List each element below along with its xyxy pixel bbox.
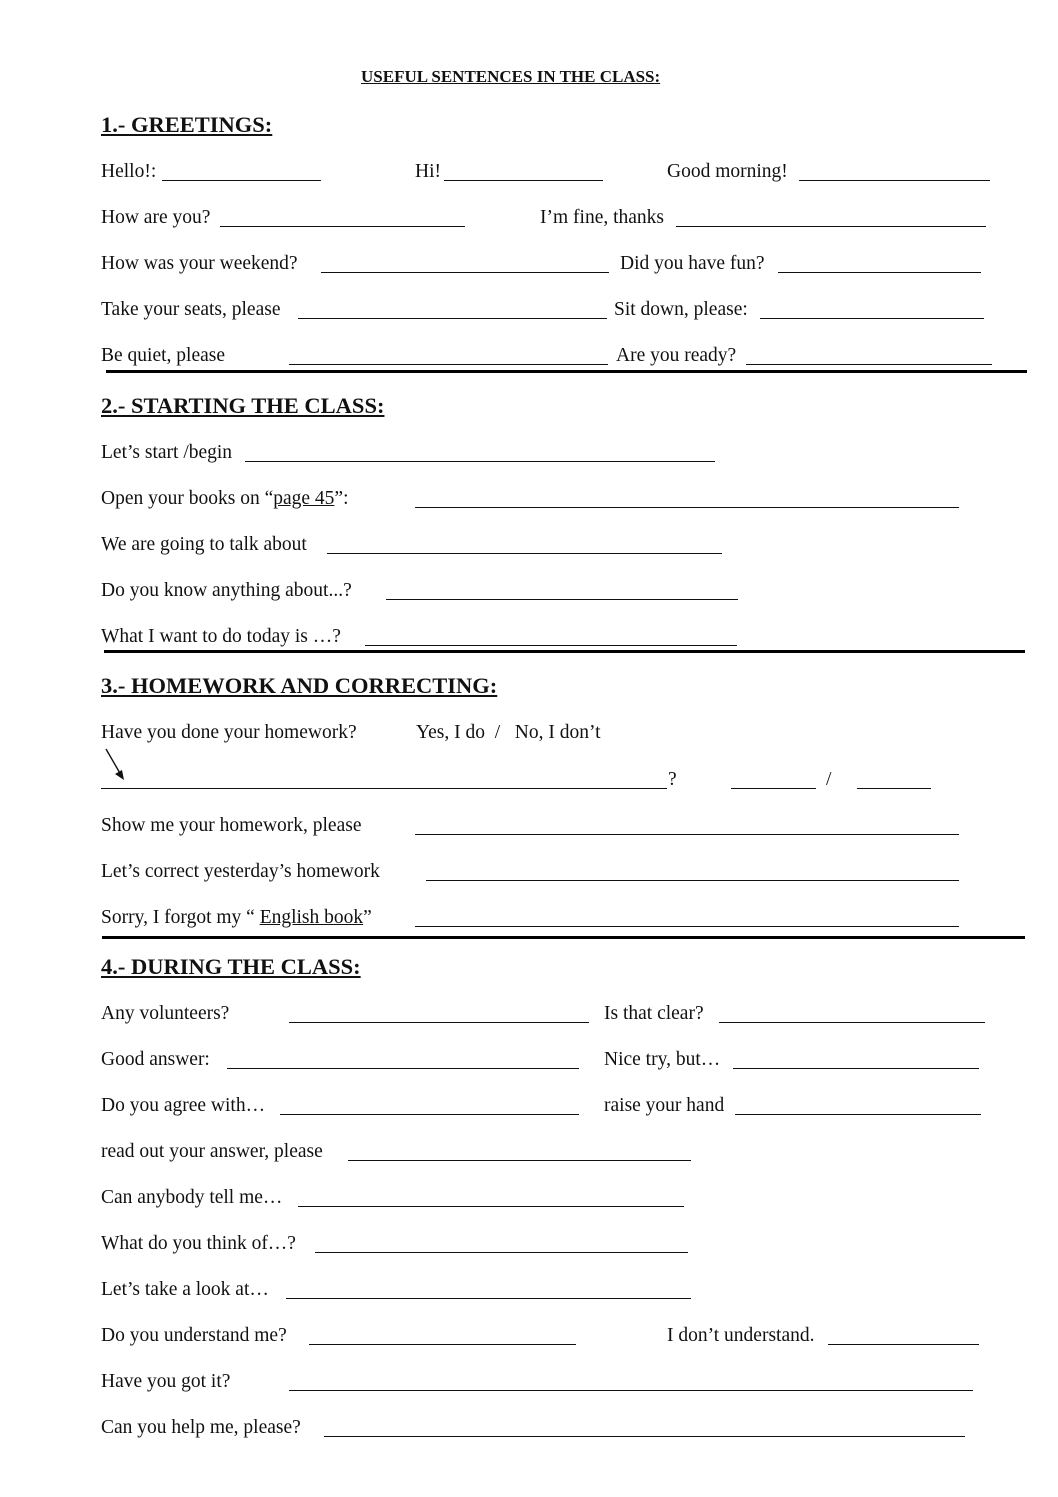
prompt-open-books-text: Open your books on “ — [101, 488, 274, 509]
section-heading-starting: 2.- STARTING THE CLASS: — [101, 393, 385, 418]
answer-blank-are-you-ready[interactable] — [746, 364, 992, 365]
prompt-volunteers: Any volunteers? — [101, 1003, 230, 1024]
prompt-open-books-end: ”: — [334, 488, 349, 509]
answer-blank-volunteers[interactable] — [289, 1022, 589, 1023]
prompt-do-you-agree: Do you agree with… — [101, 1095, 266, 1116]
arrow-down-right-icon — [103, 746, 129, 782]
section-heading-homework: 3.- HOMEWORK AND CORRECTING: — [101, 673, 498, 698]
answer-blank-hi[interactable] — [444, 180, 603, 181]
prompt-read-out: read out your answer, please — [101, 1141, 323, 1162]
answer-blank-going-to-talk[interactable] — [327, 553, 722, 554]
answer-blank-how-are-you[interactable] — [220, 226, 465, 227]
answer-blank-read-out[interactable] — [348, 1160, 691, 1161]
prompt-going-to-talk: We are going to talk about — [101, 534, 307, 555]
answer-blank-im-fine[interactable] — [676, 226, 986, 227]
prompt-nice-try: Nice try, but… — [604, 1049, 721, 1070]
prompt-good-morning: Good morning! — [667, 161, 788, 182]
prompt-how-are-you: How are you? — [101, 207, 211, 228]
section-divider — [102, 936, 1025, 939]
answer-blank-sorry[interactable] — [415, 926, 959, 927]
prompt-are-you-ready: Are you ready? — [616, 345, 737, 366]
prompt-raise-hand: raise your hand — [604, 1095, 725, 1116]
page-title: USEFUL SENTENCES IN THE CLASS: — [361, 67, 661, 86]
prompt-sorry-end: ” — [363, 907, 372, 928]
answer-blank-no[interactable] — [857, 788, 931, 789]
answer-blank-is-clear[interactable] — [719, 1022, 985, 1023]
prompt-done-homework: Have you done your homework? — [101, 722, 357, 743]
answer-blank-yes[interactable] — [731, 788, 816, 789]
section-divider — [106, 370, 1027, 373]
answer-blank-know-anything[interactable] — [386, 599, 738, 600]
answer-blank-do-you-agree[interactable] — [280, 1114, 579, 1115]
prompt-dont-understand: I don’t understand. — [667, 1325, 815, 1346]
page-reference-link[interactable]: page 45 — [273, 488, 335, 509]
answer-blank-understand-me[interactable] — [309, 1344, 576, 1345]
prompt-be-quiet: Be quiet, please — [101, 345, 225, 366]
answer-blank-lets-start[interactable] — [245, 461, 715, 462]
answer-blank-good-answer[interactable] — [227, 1068, 579, 1069]
answer-blank-did-you-have-fun[interactable] — [778, 272, 981, 273]
prompt-lets-correct: Let’s correct yesterday’s homework — [101, 861, 380, 882]
answer-blank-dont-understand[interactable] — [828, 1344, 979, 1345]
prompt-help-me: Can you help me, please? — [101, 1417, 301, 1438]
answer-blank-open-books[interactable] — [415, 507, 959, 508]
prompt-what-do-you-think: What do you think of…? — [101, 1233, 296, 1254]
answer-blank-sit-down[interactable] — [760, 318, 984, 319]
english-book-link[interactable]: English book — [259, 907, 364, 928]
prompt-good-answer: Good answer: — [101, 1049, 210, 1070]
prompt-want-to-do: What I want to do today is …? — [101, 626, 341, 647]
prompt-how-was-weekend: How was your weekend? — [101, 253, 298, 274]
prompt-understand-me: Do you understand me? — [101, 1325, 287, 1346]
answer-blank-want-to-do[interactable] — [365, 645, 737, 646]
prompt-did-you-have-fun: Did you have fun? — [620, 253, 765, 274]
prompt-lets-start: Let’s start /begin — [101, 442, 233, 463]
question-mark: ? — [668, 769, 677, 790]
answer-blank-got-it[interactable] — [289, 1390, 973, 1391]
answer-blank-done-homework[interactable] — [101, 788, 667, 789]
prompt-sorry — [101, 908, 372, 928]
prompt-hi: Hi! — [415, 161, 441, 182]
prompt-open-books — [101, 489, 349, 509]
answer-blank-show-me[interactable] — [415, 834, 959, 835]
prompt-know-anything: Do you know anything about...? — [101, 580, 352, 601]
prompt-sit-down: Sit down, please: — [614, 299, 748, 320]
answer-blank-how-was-weekend[interactable] — [321, 272, 609, 273]
prompt-is-clear: Is that clear? — [604, 1003, 704, 1024]
answer-blank-hello[interactable] — [162, 180, 321, 181]
answer-blank-take-seats[interactable] — [298, 318, 607, 319]
answer-blank-lets-correct[interactable] — [426, 880, 959, 881]
prompt-can-anybody: Can anybody tell me… — [101, 1187, 283, 1208]
answer-blank-what-do-you-think[interactable] — [315, 1252, 688, 1253]
prompt-got-it: Have you got it? — [101, 1371, 231, 1392]
prompt-take-seats: Take your seats, please — [101, 299, 281, 320]
answer-blank-be-quiet[interactable] — [289, 364, 608, 365]
section-heading-during: 4.- DURING THE CLASS: — [101, 954, 361, 979]
answer-blank-raise-hand[interactable] — [735, 1114, 981, 1115]
prompt-im-fine: I’m fine, thanks — [540, 207, 665, 228]
prompt-show-me: Show me your homework, please — [101, 815, 362, 836]
prompt-lets-take-look: Let’s take a look at… — [101, 1279, 269, 1300]
prompt-hello: Hello!: — [101, 161, 157, 182]
prompt-sorry-text: Sorry, I forgot my “ — [101, 907, 260, 928]
answer-blank-good-morning[interactable] — [799, 180, 990, 181]
answer-blank-help-me[interactable] — [324, 1436, 965, 1437]
section-divider — [104, 650, 1025, 653]
answer-blank-can-anybody[interactable] — [298, 1206, 684, 1207]
slash-separator: / — [826, 769, 832, 790]
section-heading-greetings: 1.- GREETINGS: — [101, 112, 273, 137]
answer-blank-lets-take-look[interactable] — [286, 1298, 691, 1299]
answer-blank-nice-try[interactable] — [733, 1068, 979, 1069]
answer-options: Yes, I do / No, I don’t — [416, 722, 601, 743]
